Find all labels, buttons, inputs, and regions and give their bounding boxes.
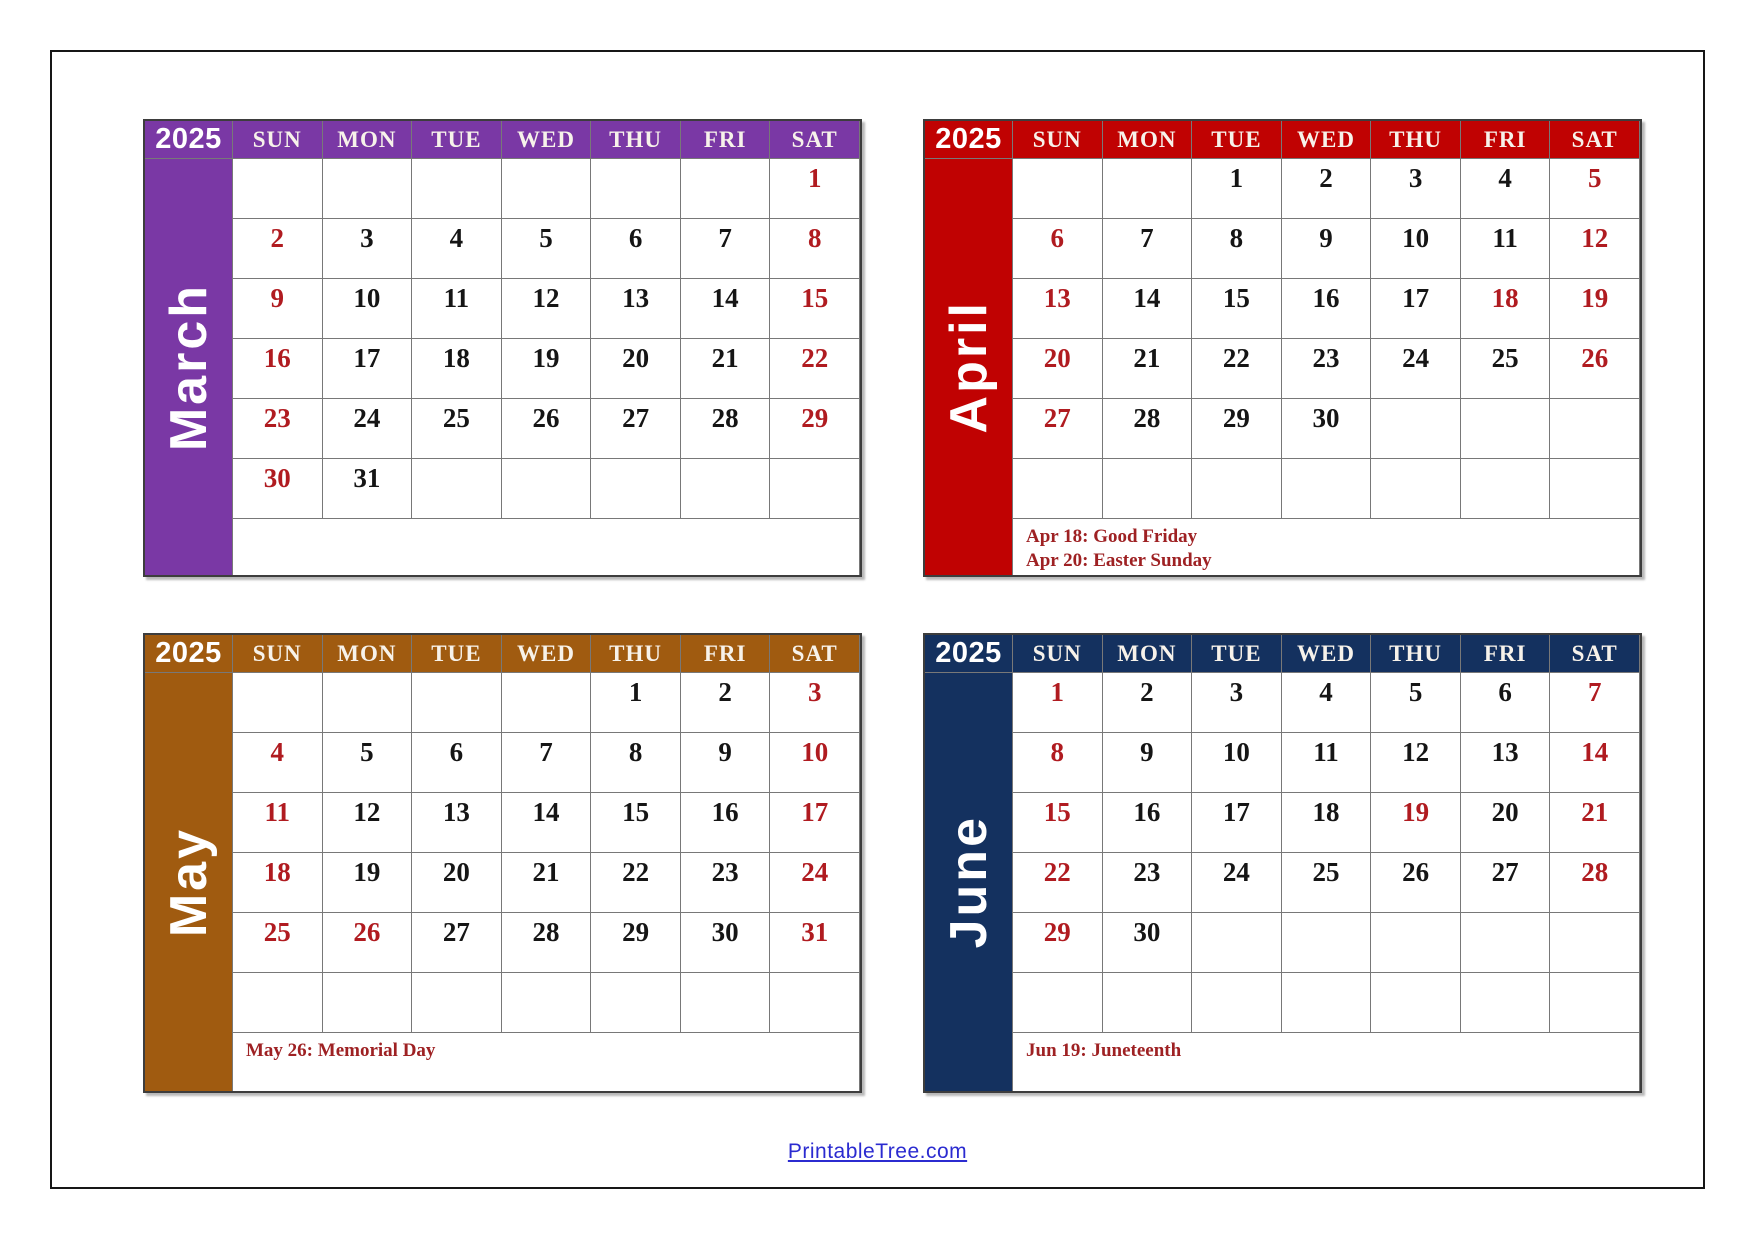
may-empty-cell — [233, 973, 323, 1033]
june-day-12: 12 — [1371, 733, 1461, 793]
may-day-18: 18 — [233, 853, 323, 913]
june-empty-cell — [1461, 973, 1551, 1033]
march-day-22: 22 — [770, 339, 860, 399]
june-weekday-header-fri: FRI — [1461, 635, 1551, 673]
march-weekday-header-tue: TUE — [412, 121, 502, 159]
june-empty-cell — [1371, 913, 1461, 973]
june-day-26: 26 — [1371, 853, 1461, 913]
may-day-17: 17 — [770, 793, 860, 853]
june-weekday-header-tue: TUE — [1192, 635, 1282, 673]
june-empty-cell — [1103, 973, 1193, 1033]
may-weekday-header-mon: MON — [323, 635, 413, 673]
may-day-22: 22 — [591, 853, 681, 913]
may-day-8: 8 — [591, 733, 681, 793]
june-weekday-header-sun: SUN — [1013, 635, 1103, 673]
may-day-15: 15 — [591, 793, 681, 853]
june-empty-cell — [1550, 913, 1640, 973]
march-day-19: 19 — [502, 339, 592, 399]
june-day-3: 3 — [1192, 673, 1282, 733]
march-day-26: 26 — [502, 399, 592, 459]
march-weekday-header-mon: MON — [323, 121, 413, 159]
may-day-23: 23 — [681, 853, 771, 913]
march-weekday-header-sun: SUN — [233, 121, 323, 159]
may-day-28: 28 — [502, 913, 592, 973]
may-day-20: 20 — [412, 853, 502, 913]
april-day-26: 26 — [1550, 339, 1640, 399]
june-day-18: 18 — [1282, 793, 1372, 853]
june-month-label: June — [939, 815, 998, 949]
march-day-7: 7 — [681, 219, 771, 279]
april-empty-cell — [1371, 399, 1461, 459]
march-empty-cell — [233, 159, 323, 219]
april-day-17: 17 — [1371, 279, 1461, 339]
calendar-march — [143, 119, 862, 577]
march-empty-cell — [502, 159, 592, 219]
march-day-24: 24 — [323, 399, 413, 459]
march-empty-cell — [591, 159, 681, 219]
printabletree-link[interactable]: PrintableTree.com — [787, 1140, 968, 1163]
may-month-label: May — [159, 826, 218, 938]
march-empty-cell — [412, 459, 502, 519]
april-holiday-notes — [1013, 519, 1640, 575]
june-day-10: 10 — [1192, 733, 1282, 793]
may-day-13: 13 — [412, 793, 502, 853]
april-weekday-header-thu: THU — [1371, 121, 1461, 159]
june-day-13: 13 — [1461, 733, 1551, 793]
april-empty-cell — [1371, 459, 1461, 519]
april-day-7: 7 — [1103, 219, 1193, 279]
may-day-6: 6 — [412, 733, 502, 793]
april-day-6: 6 — [1013, 219, 1103, 279]
april-day-19: 19 — [1550, 279, 1640, 339]
march-day-6: 6 — [591, 219, 681, 279]
march-weekday-header-wed: WED — [502, 121, 592, 159]
march-day-20: 20 — [591, 339, 681, 399]
april-day-25: 25 — [1461, 339, 1551, 399]
may-empty-cell — [323, 973, 413, 1033]
march-day-25: 25 — [412, 399, 502, 459]
may-holiday-note-1: May 26: Memorial Day — [246, 1040, 436, 1061]
april-weekday-header-sun: SUN — [1013, 121, 1103, 159]
june-day-29: 29 — [1013, 913, 1103, 973]
may-day-7: 7 — [502, 733, 592, 793]
april-empty-cell — [1461, 459, 1551, 519]
april-weekday-header-tue: TUE — [1192, 121, 1282, 159]
june-day-23: 23 — [1103, 853, 1193, 913]
march-empty-cell — [323, 159, 413, 219]
may-sidebar — [145, 673, 233, 1091]
april-empty-cell — [1461, 399, 1551, 459]
april-weekday-header-fri: FRI — [1461, 121, 1551, 159]
calendar-april — [923, 119, 1642, 577]
june-day-11: 11 — [1282, 733, 1372, 793]
april-empty-cell — [1282, 459, 1372, 519]
june-empty-cell — [1371, 973, 1461, 1033]
may-empty-cell — [681, 973, 771, 1033]
june-day-28: 28 — [1550, 853, 1640, 913]
june-holiday-note-1: Jun 19: Juneteenth — [1026, 1040, 1182, 1061]
june-empty-cell — [1282, 913, 1372, 973]
june-year-label: 2025 — [925, 635, 1013, 673]
april-day-23: 23 — [1282, 339, 1372, 399]
may-day-2: 2 — [681, 673, 771, 733]
may-day-24: 24 — [770, 853, 860, 913]
may-weekday-header-sun: SUN — [233, 635, 323, 673]
march-year-label: 2025 — [145, 121, 233, 159]
june-day-7: 7 — [1550, 673, 1640, 733]
april-empty-cell — [1192, 459, 1282, 519]
june-day-16: 16 — [1103, 793, 1193, 853]
may-weekday-header-sat: SAT — [770, 635, 860, 673]
march-day-8: 8 — [770, 219, 860, 279]
march-day-29: 29 — [770, 399, 860, 459]
june-day-2: 2 — [1103, 673, 1193, 733]
june-day-15: 15 — [1013, 793, 1103, 853]
march-day-21: 21 — [681, 339, 771, 399]
may-empty-cell — [233, 673, 323, 733]
may-day-30: 30 — [681, 913, 771, 973]
april-holiday-note-2: Apr 20: Easter Sunday — [1026, 550, 1212, 572]
april-day-14: 14 — [1103, 279, 1193, 339]
march-day-3: 3 — [323, 219, 413, 279]
june-sidebar — [925, 673, 1013, 1091]
april-day-15: 15 — [1192, 279, 1282, 339]
june-day-24: 24 — [1192, 853, 1282, 913]
may-empty-cell — [412, 673, 502, 733]
april-day-5: 5 — [1550, 159, 1640, 219]
june-day-9: 9 — [1103, 733, 1193, 793]
calendar-june — [923, 633, 1642, 1093]
june-day-20: 20 — [1461, 793, 1551, 853]
march-sidebar — [145, 159, 233, 575]
may-holiday-notes — [233, 1033, 860, 1091]
june-day-25: 25 — [1282, 853, 1372, 913]
may-day-14: 14 — [502, 793, 592, 853]
march-day-11: 11 — [412, 279, 502, 339]
march-day-17: 17 — [323, 339, 413, 399]
may-empty-cell — [770, 973, 860, 1033]
april-day-20: 20 — [1013, 339, 1103, 399]
march-day-16: 16 — [233, 339, 323, 399]
june-empty-cell — [1013, 973, 1103, 1033]
june-empty-cell — [1192, 973, 1282, 1033]
may-weekday-header-fri: FRI — [681, 635, 771, 673]
march-day-13: 13 — [591, 279, 681, 339]
april-holiday-note-1: Apr 18: Good Friday — [1026, 526, 1198, 547]
page-footer — [0, 1140, 1755, 1164]
may-day-9: 9 — [681, 733, 771, 793]
april-day-4: 4 — [1461, 159, 1551, 219]
march-day-4: 4 — [412, 219, 502, 279]
may-day-25: 25 — [233, 913, 323, 973]
may-day-19: 19 — [323, 853, 413, 913]
april-month-label: April — [939, 300, 998, 434]
april-day-2: 2 — [1282, 159, 1372, 219]
march-holiday-notes — [233, 519, 860, 575]
march-day-14: 14 — [681, 279, 771, 339]
march-weekday-header-sat: SAT — [770, 121, 860, 159]
may-empty-cell — [591, 973, 681, 1033]
april-sidebar — [925, 159, 1013, 575]
march-empty-cell — [591, 459, 681, 519]
may-day-10: 10 — [770, 733, 860, 793]
june-day-19: 19 — [1371, 793, 1461, 853]
april-day-10: 10 — [1371, 219, 1461, 279]
april-empty-cell — [1013, 459, 1103, 519]
march-weekday-header-thu: THU — [591, 121, 681, 159]
march-day-15: 15 — [770, 279, 860, 339]
may-empty-cell — [502, 673, 592, 733]
april-day-1: 1 — [1192, 159, 1282, 219]
april-day-24: 24 — [1371, 339, 1461, 399]
may-day-5: 5 — [323, 733, 413, 793]
may-year-label: 2025 — [145, 635, 233, 673]
june-weekday-header-mon: MON — [1103, 635, 1193, 673]
march-day-30: 30 — [233, 459, 323, 519]
may-day-29: 29 — [591, 913, 681, 973]
may-empty-cell — [502, 973, 592, 1033]
april-day-11: 11 — [1461, 219, 1551, 279]
may-weekday-header-wed: WED — [502, 635, 592, 673]
april-day-28: 28 — [1103, 399, 1193, 459]
may-day-21: 21 — [502, 853, 592, 913]
june-day-17: 17 — [1192, 793, 1282, 853]
june-empty-cell — [1282, 973, 1372, 1033]
may-day-27: 27 — [412, 913, 502, 973]
march-day-10: 10 — [323, 279, 413, 339]
june-day-21: 21 — [1550, 793, 1640, 853]
march-empty-cell — [502, 459, 592, 519]
march-empty-cell — [681, 459, 771, 519]
april-day-3: 3 — [1371, 159, 1461, 219]
may-day-1: 1 — [591, 673, 681, 733]
march-empty-cell — [412, 159, 502, 219]
june-day-6: 6 — [1461, 673, 1551, 733]
april-day-18: 18 — [1461, 279, 1551, 339]
march-weekday-header-fri: FRI — [681, 121, 771, 159]
june-day-1: 1 — [1013, 673, 1103, 733]
april-weekday-header-sat: SAT — [1550, 121, 1640, 159]
april-year-label: 2025 — [925, 121, 1013, 159]
april-day-21: 21 — [1103, 339, 1193, 399]
march-day-23: 23 — [233, 399, 323, 459]
april-day-16: 16 — [1282, 279, 1372, 339]
april-day-29: 29 — [1192, 399, 1282, 459]
march-empty-cell — [681, 159, 771, 219]
april-weekday-header-mon: MON — [1103, 121, 1193, 159]
june-empty-cell — [1192, 913, 1282, 973]
june-weekday-header-thu: THU — [1371, 635, 1461, 673]
june-weekday-header-sat: SAT — [1550, 635, 1640, 673]
march-day-18: 18 — [412, 339, 502, 399]
may-day-4: 4 — [233, 733, 323, 793]
april-day-27: 27 — [1013, 399, 1103, 459]
june-day-14: 14 — [1550, 733, 1640, 793]
june-weekday-header-wed: WED — [1282, 635, 1372, 673]
june-day-22: 22 — [1013, 853, 1103, 913]
may-day-3: 3 — [770, 673, 860, 733]
may-day-31: 31 — [770, 913, 860, 973]
march-empty-cell — [770, 459, 860, 519]
may-day-11: 11 — [233, 793, 323, 853]
june-day-4: 4 — [1282, 673, 1372, 733]
april-empty-cell — [1103, 459, 1193, 519]
march-day-2: 2 — [233, 219, 323, 279]
june-day-30: 30 — [1103, 913, 1193, 973]
april-empty-cell — [1550, 459, 1640, 519]
may-day-16: 16 — [681, 793, 771, 853]
april-day-22: 22 — [1192, 339, 1282, 399]
april-empty-cell — [1103, 159, 1193, 219]
may-empty-cell — [323, 673, 413, 733]
april-empty-cell — [1013, 159, 1103, 219]
april-day-9: 9 — [1282, 219, 1372, 279]
march-day-27: 27 — [591, 399, 681, 459]
march-day-28: 28 — [681, 399, 771, 459]
april-day-12: 12 — [1550, 219, 1640, 279]
april-day-13: 13 — [1013, 279, 1103, 339]
march-day-5: 5 — [502, 219, 592, 279]
march-day-31: 31 — [323, 459, 413, 519]
march-day-1: 1 — [770, 159, 860, 219]
june-empty-cell — [1550, 973, 1640, 1033]
may-weekday-header-tue: TUE — [412, 635, 502, 673]
march-day-9: 9 — [233, 279, 323, 339]
march-day-12: 12 — [502, 279, 592, 339]
calendar-may — [143, 633, 862, 1093]
april-day-30: 30 — [1282, 399, 1372, 459]
may-weekday-header-thu: THU — [591, 635, 681, 673]
june-day-8: 8 — [1013, 733, 1103, 793]
june-holiday-notes — [1013, 1033, 1640, 1091]
may-day-12: 12 — [323, 793, 413, 853]
march-month-label: March — [159, 282, 218, 452]
june-day-27: 27 — [1461, 853, 1551, 913]
may-day-26: 26 — [323, 913, 413, 973]
april-weekday-header-wed: WED — [1282, 121, 1372, 159]
april-day-8: 8 — [1192, 219, 1282, 279]
june-day-5: 5 — [1371, 673, 1461, 733]
april-empty-cell — [1550, 399, 1640, 459]
june-empty-cell — [1461, 913, 1551, 973]
may-empty-cell — [412, 973, 502, 1033]
